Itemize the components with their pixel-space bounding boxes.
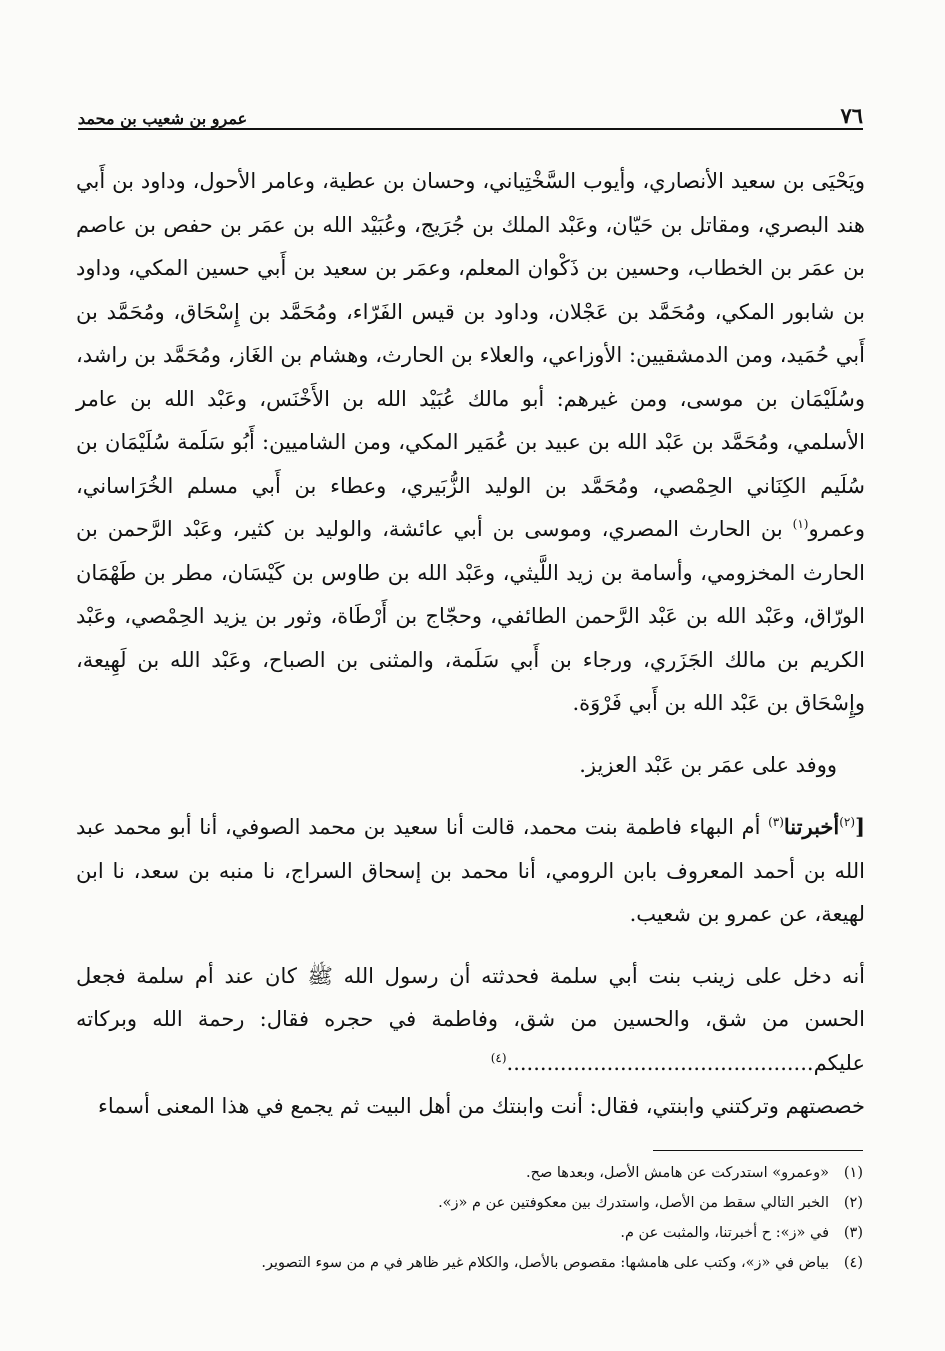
isnad-keyword: أخبرتنا	[783, 814, 840, 839]
footnote-text: «وعمرو» استدركت عن هامش الأصل، وبعدها صح.	[525, 1165, 829, 1181]
page-number: ٧٦	[840, 103, 863, 128]
footnote-4	[78, 1248, 863, 1278]
header-rule	[78, 128, 863, 130]
footnote-ref-2: (٢)	[839, 815, 856, 829]
footnote-text: في «ز»: ح أخبرتنا، والمثبت عن م.	[620, 1225, 829, 1241]
running-title: عمرو بن شعيب بن محمد	[78, 109, 248, 128]
isnad-open-bracket: [	[855, 814, 865, 839]
footnote-2	[78, 1188, 863, 1218]
footnote-text: بياض في «ز»، وكتب على هامشها: مقصوص بالأصل، والكلام غير ظاهر في م من سوء التصوير.	[261, 1255, 829, 1271]
footnote-number: (٤)	[843, 1255, 863, 1271]
hadith-text: أنه دخل على زينب بنت أبي سلمة فحدثته أن رسول الله ﷺ كان عند أم سلمة فجعل الحسن من شق، والحسين من شق، وفاطمة في حجره فقال: رحمة الله وبركاته عليكم	[76, 963, 865, 1075]
paragraph-hadith	[76, 955, 865, 1086]
lacuna-dots: ..............................................	[506, 1050, 814, 1075]
main-text	[76, 160, 865, 1129]
footnote-ref-3: (٣)	[768, 815, 784, 829]
paragraph-hadith-continued: خصصتهم وتركتني وابنتي، فقال: أنت وابنتك من أهل البيت ثم يجمع في هذا المعنى أسماء	[97, 1094, 865, 1118]
footnotes	[78, 1158, 863, 1278]
footnote-3	[78, 1218, 863, 1248]
page-header	[78, 94, 863, 128]
footnote-text: الخبر التالي سقط من الأصل، واستدرك بين معكوفتين عن م «ز».	[438, 1195, 829, 1211]
paragraph-narrators-text: ويَحْيَى بن سعيد الأنصاري، وأيوب السَّخْتِياني، وحسان بن عطية، وعامر الأحول، وداود بن أَبي هند البصري، ومقاتل بن حَيّان، وعَبْد الملك بن جُرَيج، وعُبَيْد الله بن عمَر بن حفص بن عاصم بن عمَر بن الخطاب، وحسين بن ذَكْوان المعلم، وعمَر بن سعيد بن أَبي حسين المكي، وداود بن شابور المكي، ومُحَمَّد بن عَجْلان، وداود بن قيس الفَرّاء، ومُحَمَّد بن إِسْحَاق، ومُحَمَّد بن أَبي حُمَيد، ومن الدمشقيين: الأوزاعي، والعلاء بن الحارث، وهشام بن الغَاز، ومُحَمَّد بن راشد، وسُلَيْمَان بن موسى، ومن غيرهم: أبو مالك عُبَيْد الله بن الأَخْنَس، وعَبْد الله بن عامر الأسلمي، ومُحَمَّد بن عَبْد الله بن عبيد بن عُمَير المكي، ومن الشاميين: أَبُو سَلَمة سُلَيْمَان بن سُلَيم الكِنَاني الحِمْصي، ومُحَمَّد بن الوليد الزُّبَيري، وعطاء بن أَبي مسلم الخُرَاساني، وعمرو	[76, 169, 866, 541]
isnad-text: أم البهاء فاطمة بنت محمد، قالت أنا سعيد بن محمد الصوفي، أنا أبو محمد عبد الله بن أحمد المعروف بابن الرومي، أنا محمد بن إسحاق السراج، نا منبه بن سعد، نا ابن لهيعة، عن عمرو بن شعيب.	[76, 815, 865, 926]
footnote-ref-4: (٤)	[490, 1050, 507, 1065]
paragraph-isnad	[76, 805, 865, 937]
paragraph-narrators-continued: بن الحارث المصري، وموسى بن أبي عائشة، والوليد بن كثير، وعَبْد الرَّحمن بن الحارث المخزومي، وأسامة بن زيد اللَّيثي، وعَبْد الله بن طاوس بن كَيْسَان، مطر بن طَهْمَان الورّاق، وعَبْد الله بن عَبْد الرَّحمن الطائفي، وحجّاج بن أَرْطَاة، وثور بن يزيد الحِمْصي، وعَبْد الكريم بن مالك الجَزَري، ورجاء بن أَبي سَلَمة، والمثنى بن الصباح، وعَبْد الله بن لَهِيعة، وإِسْحَاق بن عَبْد الله بن أَبي فَرْوَة.	[76, 517, 865, 715]
paragraph-visit: ووفد على عمَر بن عَبْد العزيز.	[579, 752, 837, 777]
footnote-rule	[653, 1150, 863, 1151]
footnote-ref-1: (١)	[792, 517, 809, 531]
footnote-number: (٢)	[843, 1195, 863, 1211]
footnote-number: (١)	[843, 1165, 863, 1181]
footnote-1	[78, 1158, 863, 1188]
paragraph-narrators	[76, 160, 865, 726]
footnote-number: (٣)	[843, 1225, 863, 1241]
